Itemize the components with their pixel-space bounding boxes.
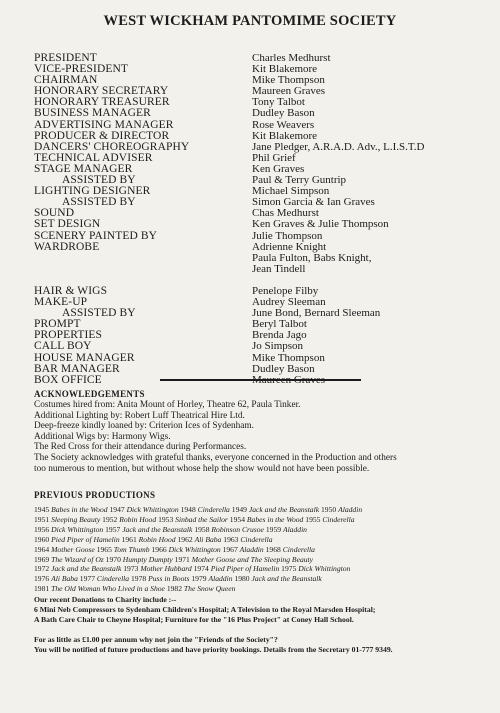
role-name: Jo Simpson — [252, 340, 304, 353]
production-title: The Old Woman Who Lived in a Shoe — [51, 584, 165, 594]
role-label: PRESIDENT — [34, 52, 97, 64]
production-year: 1961 — [121, 534, 137, 544]
role-label: WARDROBE — [34, 240, 100, 253]
role-name: Audrey Sleeman — [252, 296, 326, 309]
donation-line: A Bath Care Chair to Cheyne Hospital; Furniture for the "16 Plus Project" at Coney Hall School. — [34, 614, 354, 624]
production-title: Mother Goose — [51, 544, 95, 554]
role-name: Simon Garcia & Ian Graves — [252, 196, 375, 209]
production-year: 1958 — [194, 524, 210, 534]
friends-line: You will be notified of future productions and have priority bookings. Details from the Secretary 01-777 9349. — [34, 644, 393, 654]
role-label: SET DESIGN — [34, 218, 101, 231]
production-year: 1969 — [34, 554, 50, 564]
production-title: Sleeping Beauty — [51, 514, 101, 524]
role-label: CHAIRMAN — [34, 74, 98, 87]
role-row — [34, 120, 474, 131]
production-year: 1977 — [79, 574, 95, 584]
role-label — [34, 264, 252, 275]
role-label: SOUND — [34, 207, 75, 220]
role-label: ADVERTISING MANAGER — [34, 118, 174, 131]
production-year: 1979 — [191, 574, 207, 584]
role-name: Charles Medhurst — [252, 52, 331, 64]
acknowledgement-line: Costumes hired from: Anita Mount of Horley, Theatre 62, Paula Tinker. — [34, 400, 301, 410]
acknowledgement-line: Deep-freeze kindly loaned by: Criterion Ices of Sydenham. — [34, 421, 254, 432]
role-label: PRODUCER & DIRECTOR — [34, 129, 170, 142]
role-label: BOX OFFICE — [34, 373, 102, 386]
role-name: June Bond, Bernard Sleeman — [252, 307, 381, 320]
role-label: SCENERY PAINTED BY — [34, 229, 157, 242]
production-title: Robin Hood — [119, 514, 157, 524]
role-label: DANCERS' CHOREOGRAPHY — [34, 140, 190, 153]
production-year: 1966 — [151, 544, 167, 554]
production-title: Aladdin — [208, 574, 233, 584]
production-line — [34, 555, 479, 565]
role-label: TECHNICAL ADVISER — [34, 151, 153, 164]
friends-section — [34, 635, 479, 655]
production-year: 1974 — [193, 564, 209, 574]
role-label: CALL BOY — [34, 340, 92, 353]
production-line — [34, 515, 479, 525]
role-label: HONORARY SECRETARY — [34, 85, 169, 98]
production-line — [34, 574, 479, 584]
production-year: 1959 — [265, 524, 282, 534]
role-label: STAGE MANAGER — [34, 162, 133, 175]
production-title: Jack and the Beanstalk — [122, 524, 193, 534]
production-line — [34, 525, 479, 535]
production-title: Robinson Crusoe — [211, 524, 264, 534]
role-row — [34, 264, 474, 275]
production-title: Dick Whittington — [51, 524, 104, 534]
production-title: Cinderella — [240, 534, 273, 544]
production-title: Cinderella — [197, 505, 230, 514]
role-label: LIGHTING DESIGNER — [34, 185, 151, 198]
production-title: Jack and the Beanstalk — [248, 505, 320, 514]
production-year: 1968 — [265, 544, 281, 554]
role-label — [34, 253, 252, 264]
production-year: 1954 — [229, 514, 245, 524]
acknowledgements-section — [34, 389, 474, 474]
role-name: Ken Graves & Julie Thompson — [252, 218, 389, 231]
role-label: HONORARY TREASURER — [34, 96, 170, 109]
production-title: Pied Piper of Hamelin — [51, 534, 120, 544]
production-title: The Wizard of Oz — [51, 554, 104, 564]
production-title: Dick Whittington — [168, 544, 221, 554]
production-year: 1973 — [123, 564, 139, 574]
production-title: Ali Baba — [194, 534, 222, 544]
production-year: 1956 — [34, 524, 50, 534]
acknowledgements-text — [34, 400, 474, 474]
production-year: 1949 — [231, 505, 247, 514]
production-title: Pied Piper of Hamelin — [210, 564, 280, 574]
production-year: 1952 — [102, 514, 118, 524]
production-title: Babes in the Wood — [51, 505, 108, 514]
production-year: 1964 — [34, 544, 50, 554]
role-label: ASSISTED BY — [62, 307, 136, 320]
production-year: 1963 — [223, 534, 239, 544]
acknowledgement-line: The Society acknowledges with grateful thanks, everyone concerned in the Production and others — [34, 452, 397, 463]
production-title: Aladdin — [338, 505, 363, 514]
production-title: Humpty Dumpty — [122, 554, 173, 564]
production-title: Dick Whittington — [298, 564, 351, 574]
production-title: Aladdin — [282, 524, 307, 534]
production-title: Robin Hood — [138, 534, 176, 544]
role-name: Jean Tindell — [252, 262, 306, 275]
production-year: 1962 — [177, 534, 193, 544]
production-line — [34, 505, 479, 515]
role-label: ASSISTED BY — [62, 196, 136, 209]
officers-list — [34, 53, 474, 386]
role-name: Kit Blakemore — [252, 129, 318, 142]
production-year: 1965 — [96, 544, 112, 554]
production-year: 1957 — [105, 524, 121, 534]
role-name: Rose Weavers — [252, 118, 315, 131]
role-row — [34, 353, 474, 364]
role-label: ASSISTED BY — [62, 174, 136, 187]
donations-section — [34, 595, 479, 624]
role-label: BAR MANAGER — [34, 362, 120, 375]
role-name: Ken Graves — [252, 162, 305, 175]
production-year: 1953 — [158, 514, 174, 524]
previous-productions-section — [34, 490, 479, 594]
production-title: Ali Baba — [51, 574, 78, 584]
acknowledgement-line: Additional Wigs by: Harmony Wigs. — [34, 431, 171, 442]
role-name: Paula Fulton, Babs Knight, — [252, 251, 372, 264]
production-title: The Snow Queen — [183, 584, 236, 594]
role-name: Beryl Talbot — [252, 318, 307, 331]
production-title: Jack and the Beanstalk — [51, 564, 122, 574]
production-year: 1948 — [180, 505, 196, 514]
role-row — [34, 108, 474, 119]
donation-line: 6 Mini Neb Compressors to Sydenham Children's Hospital; A Television to the Royal Marsden Hospital; — [34, 604, 376, 614]
role-label: VICE-PRESIDENT — [34, 63, 129, 76]
role-label: PROMPT — [34, 318, 81, 331]
production-year: 1960 — [34, 534, 50, 544]
role-row — [34, 341, 474, 352]
production-year: 1970 — [105, 554, 121, 564]
production-year: 1978 — [131, 574, 147, 584]
production-title: Sinbad the Sailor — [175, 514, 228, 524]
production-line — [34, 584, 479, 594]
production-line — [34, 535, 479, 545]
role-label: MAKE-UP — [34, 296, 88, 309]
friends-line: For as little as £1.00 per annum why not join the "Friends of the Society"? — [34, 635, 278, 644]
role-name: Tony Talbot — [252, 96, 305, 109]
production-year: 1950 — [320, 505, 337, 514]
production-year: 1981 — [34, 584, 50, 594]
role-label: HAIR & WIGS — [34, 284, 108, 297]
donation-line: Our recent Donations to Charity include :-- — [34, 595, 177, 604]
role-name: Mike Thompson — [252, 351, 325, 364]
production-title: Aladdin — [239, 544, 264, 554]
acknowledgement-line: The Red Cross for their attendance during Performances. — [34, 442, 247, 453]
production-year: 1976 — [34, 574, 50, 584]
production-year: 1951 — [34, 514, 50, 524]
production-title: Cinderella — [282, 544, 315, 554]
production-line — [34, 545, 479, 555]
role-name: Dudley Bason — [252, 362, 315, 375]
production-title: Mother Goose and The Sleeping Beauty — [191, 554, 314, 564]
production-year: 1975 — [281, 564, 297, 574]
role-name: Chas Medhurst — [252, 207, 319, 220]
previous-productions-heading: PREVIOUS PRODUCTIONS — [34, 490, 156, 500]
role-label: PROPERTIES — [34, 329, 103, 342]
role-name: Phil Grief — [252, 151, 296, 164]
role-name: Brenda Jago — [252, 329, 307, 342]
production-title: Puss in Boots — [148, 574, 190, 584]
production-year: 1980 — [234, 574, 250, 584]
role-name: Paul & Terry Guntrip — [252, 174, 347, 187]
production-title: Cinderella — [322, 514, 355, 524]
society-title: WEST WICKHAM PANTOMIME SOCIETY — [103, 13, 397, 29]
production-year: 1947 — [109, 505, 125, 514]
acknowledgements-heading: ACKNOWLEDGEMENTS — [34, 389, 145, 399]
role-name: Adrienne Knight — [252, 240, 327, 253]
role-label: HOUSE MANAGER — [34, 351, 135, 364]
role-name: Dudley Bason — [252, 107, 315, 120]
role-name: Michael Simpson — [252, 185, 330, 198]
acknowledgement-line: too numerous to mention, but without whose help the show would not have been possible. — [34, 463, 370, 474]
role-name: Kit Blakemore — [252, 63, 318, 76]
previous-productions-list — [34, 505, 479, 594]
production-title: Cinderella — [96, 574, 130, 584]
production-title: Jack and the Beanstalk — [251, 574, 322, 584]
production-title: Mother Hubbard — [140, 564, 192, 574]
role-name: Julie Thompson — [252, 229, 323, 242]
role-row — [34, 231, 474, 242]
acknowledgement-line: Additional Lighting by: Robert Luff Theatrical Hire Ltd. — [34, 410, 245, 421]
production-title: Babes in the Wood — [246, 514, 304, 524]
production-year: 1971 — [174, 554, 190, 564]
production-title: Tom Thumb — [113, 544, 150, 554]
production-year: 1967 — [222, 544, 238, 554]
production-year: 1972 — [34, 564, 50, 574]
divider-rule — [160, 379, 361, 381]
role-name: Jane Pledger, A.R.A.D. Adv., L.I.S.T.D — [252, 140, 425, 153]
role-name: Penelope Filby — [252, 284, 319, 297]
production-year: 1945 — [34, 505, 50, 514]
role-row — [34, 219, 474, 230]
production-title: Dick Whittington — [126, 505, 179, 514]
production-year: 1982 — [166, 584, 183, 594]
production-year: 1955 — [305, 514, 321, 524]
production-line — [34, 564, 479, 574]
role-label: BUSINESS MANAGER — [34, 107, 151, 120]
role-name: Maureen Graves — [252, 85, 325, 98]
role-name: Mike Thompson — [252, 74, 325, 87]
